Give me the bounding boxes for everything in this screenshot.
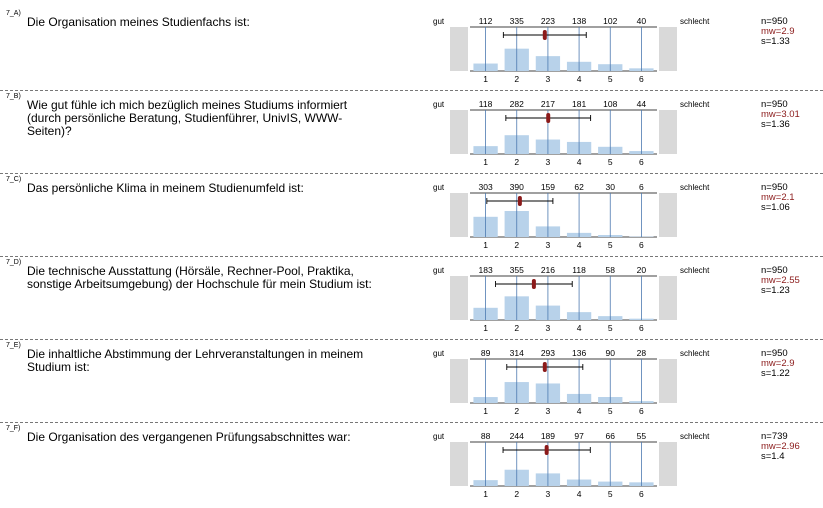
- category-tick-label: 2: [514, 323, 520, 333]
- category-tick-label: 5: [607, 74, 613, 84]
- mean-marker: [545, 445, 549, 455]
- count-label: 30: [605, 182, 615, 192]
- histogram-chart: [450, 93, 680, 175]
- left-panel: [450, 110, 468, 154]
- category-tick-label: 4: [576, 406, 582, 416]
- category-tick-label: 3: [545, 489, 551, 499]
- question-id: 7_A): [6, 10, 21, 17]
- count-label: 102: [603, 16, 618, 26]
- category-tick-label: 2: [514, 240, 520, 250]
- count-label: 303: [478, 182, 493, 192]
- count-label: 355: [509, 265, 524, 275]
- question-text: Die Organisation meines Studienfachs ist:: [27, 15, 250, 29]
- category-tick-label: 6: [639, 157, 644, 167]
- category-tick-label: 6: [639, 74, 644, 84]
- category-tick-label: 4: [576, 74, 582, 84]
- scale-label-good: gut: [433, 349, 445, 358]
- scale-label-bad: schlecht: [680, 183, 710, 192]
- category-tick-label: 5: [607, 240, 613, 250]
- question-row: [0, 425, 823, 508]
- category-tick-label: 2: [514, 157, 520, 167]
- category-tick-label: 3: [545, 74, 551, 84]
- count-label: 88: [480, 431, 491, 441]
- statistics: [761, 183, 795, 213]
- scale-label-bad: schlecht: [680, 266, 710, 275]
- scale-label-good: gut: [433, 183, 445, 192]
- question-row: [0, 342, 823, 425]
- question-row: [0, 93, 823, 176]
- stat-n: n=950: [761, 99, 788, 110]
- category-tick-label: 2: [514, 74, 520, 84]
- count-label: 40: [636, 16, 647, 26]
- count-label: 189: [540, 431, 556, 441]
- mean-marker: [543, 30, 547, 40]
- category-tick-label: 3: [545, 240, 551, 250]
- right-panel: [659, 442, 677, 486]
- category-tick-label: 4: [576, 157, 582, 167]
- category-tick-label: 1: [483, 489, 488, 499]
- stat-n: n=950: [761, 16, 788, 27]
- histogram-chart: [450, 259, 680, 341]
- category-tick-label: 2: [514, 406, 520, 416]
- statistics: [761, 17, 795, 47]
- count-label: 44: [636, 99, 647, 109]
- count-label: 216: [540, 265, 556, 275]
- histogram-chart: [450, 425, 680, 507]
- mean-marker: [546, 113, 550, 123]
- category-tick-label: 5: [607, 323, 613, 333]
- histogram-chart: [450, 10, 680, 92]
- left-panel: [450, 442, 468, 486]
- category-tick-label: 2: [514, 489, 520, 499]
- left-panel: [450, 193, 468, 237]
- statistics: [761, 349, 795, 379]
- category-tick-label: 4: [576, 240, 582, 250]
- scale-label-bad: schlecht: [680, 432, 710, 441]
- count-label: 108: [603, 99, 618, 109]
- stat-mean: mw=2.9: [761, 358, 795, 369]
- question-id: 7_F): [6, 425, 21, 432]
- stat-sd: s=1.4: [761, 451, 785, 462]
- count-label: 97: [574, 431, 584, 441]
- question-row: [0, 10, 823, 93]
- question-id: 7_C): [6, 176, 22, 183]
- question-row: [0, 259, 823, 342]
- question-id: 7_D): [6, 259, 22, 266]
- count-label: 90: [605, 348, 615, 358]
- count-label: 138: [571, 16, 587, 26]
- statistics: [761, 100, 800, 130]
- count-label: 118: [478, 99, 493, 109]
- category-tick-label: 3: [545, 157, 551, 167]
- count-label: 28: [636, 348, 647, 358]
- stat-sd: s=1.06: [761, 202, 790, 213]
- count-label: 112: [478, 16, 493, 26]
- stat-n: n=950: [761, 348, 788, 359]
- stat-sd: s=1.23: [761, 285, 790, 296]
- scale-label-good: gut: [433, 432, 445, 441]
- right-panel: [659, 110, 677, 154]
- count-label: 183: [478, 265, 493, 275]
- stat-n: n=739: [761, 431, 788, 442]
- category-tick-label: 1: [483, 74, 488, 84]
- stat-n: n=950: [761, 265, 788, 276]
- count-label: 55: [636, 431, 647, 441]
- category-tick-label: 5: [607, 157, 613, 167]
- question-row: [0, 176, 823, 259]
- stat-n: n=950: [761, 182, 788, 193]
- category-tick-label: 5: [607, 489, 613, 499]
- category-tick-label: 1: [483, 157, 488, 167]
- stat-sd: s=1.36: [761, 119, 790, 130]
- scale-label-bad: schlecht: [680, 100, 710, 109]
- question-text: Die inhaltliche Abstimmung der Lehrveranstaltungen in meinem Studium ist:: [27, 347, 364, 374]
- right-panel: [659, 276, 677, 320]
- scale-label-bad: schlecht: [680, 349, 710, 358]
- category-tick-label: 3: [545, 406, 551, 416]
- scale-label-good: gut: [433, 266, 445, 275]
- count-label: 293: [540, 348, 556, 358]
- stat-mean: mw=2.96: [761, 441, 800, 452]
- count-label: 314: [509, 348, 524, 358]
- count-label: 282: [509, 99, 524, 109]
- count-label: 89: [480, 348, 491, 358]
- question-text: Die Organisation des vergangenen Prüfungsabschnittes war:: [27, 430, 351, 444]
- count-label: 159: [540, 182, 556, 192]
- category-tick-label: 4: [576, 489, 582, 499]
- histogram-chart: [450, 342, 680, 424]
- category-tick-label: 6: [639, 406, 644, 416]
- count-label: 223: [540, 16, 556, 26]
- right-panel: [659, 27, 677, 71]
- question-id: 7_E): [6, 342, 21, 349]
- stat-mean: mw=2.1: [761, 192, 795, 203]
- category-tick-label: 5: [607, 406, 613, 416]
- count-label: 136: [571, 348, 587, 358]
- category-tick-label: 4: [576, 323, 582, 333]
- stat-sd: s=1.22: [761, 368, 790, 379]
- count-label: 244: [509, 431, 524, 441]
- statistics: [761, 266, 800, 296]
- category-tick-label: 3: [545, 323, 551, 333]
- count-label: 62: [574, 182, 584, 192]
- right-panel: [659, 193, 677, 237]
- question-text: Das persönliche Klima in meinem Studienumfeld ist:: [27, 181, 304, 195]
- question-text: Die technische Ausstattung (Hörsäle, Rechner-Pool, Praktika, sonstige Arbeitsumgebung) der Hochschule für mein Studium ist:: [27, 264, 372, 291]
- mean-marker: [518, 196, 522, 206]
- left-panel: [450, 27, 468, 71]
- category-tick-label: 6: [639, 240, 644, 250]
- count-label: 217: [540, 99, 556, 109]
- count-label: 58: [605, 265, 615, 275]
- count-label: 390: [509, 182, 524, 192]
- count-label: 20: [636, 265, 647, 275]
- stat-mean: mw=3.01: [761, 109, 800, 120]
- count-label: 335: [509, 16, 524, 26]
- mean-marker: [543, 362, 547, 372]
- left-panel: [450, 359, 468, 403]
- category-tick-label: 6: [639, 323, 644, 333]
- category-tick-label: 1: [483, 406, 488, 416]
- histogram-chart: [450, 176, 680, 258]
- count-label: 6: [639, 182, 644, 192]
- scale-label-good: gut: [433, 100, 445, 109]
- count-label: 118: [572, 265, 586, 275]
- stat-mean: mw=2.9: [761, 26, 795, 37]
- statistics: [761, 432, 800, 462]
- scale-label-bad: schlecht: [680, 17, 710, 26]
- scale-label-good: gut: [433, 17, 445, 26]
- question-id: 7_B): [6, 93, 21, 100]
- right-panel: [659, 359, 677, 403]
- mean-marker: [532, 279, 536, 289]
- count-label: 66: [605, 431, 615, 441]
- category-tick-label: 1: [483, 240, 488, 250]
- category-tick-label: 1: [483, 323, 488, 333]
- category-tick-label: 6: [639, 489, 644, 499]
- left-panel: [450, 276, 468, 320]
- stat-sd: s=1.33: [761, 36, 790, 47]
- question-text: Wie gut fühle ich mich bezüglich meines Studiums informiert (durch persönliche Beratung, Studienführer, UnivIS, WWW-Seiten)?: [27, 98, 348, 138]
- count-label: 181: [571, 99, 587, 109]
- stat-mean: mw=2.55: [761, 275, 800, 286]
